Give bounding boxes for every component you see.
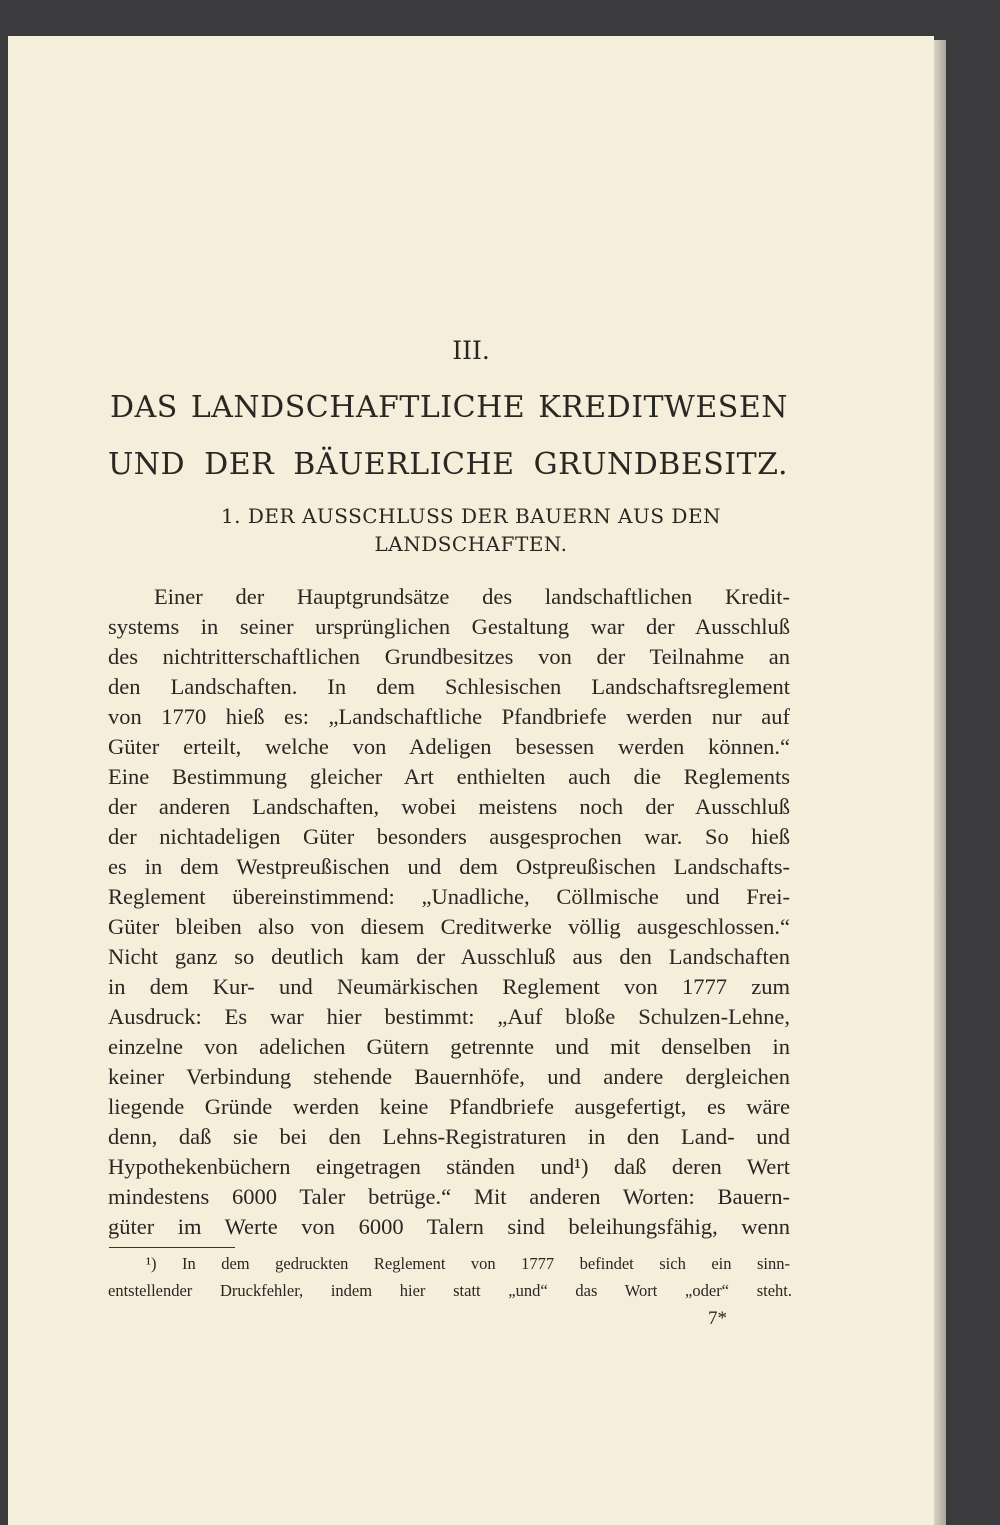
body-line: liegende Gründe werden keine Pfandbriefe ausgefertigt, es wäre <box>108 1094 790 1119</box>
chapter-title-line-1: DAS LANDSCHAFTLICHE KREDITWESEN <box>110 390 788 425</box>
body-line: von 1770 hieß es: „Landschaftliche Pfandbriefe werden nur auf <box>108 704 790 729</box>
body-line: den Landschaften. In dem Schlesischen Landschaftsreglement <box>108 674 790 699</box>
body-line: Güter bleiben also von diesem Creditwerke völlig ausgeschlossen.“ <box>108 914 790 939</box>
chapter-number: III. <box>452 336 490 365</box>
signature-mark: 7* <box>708 1308 727 1329</box>
body-line: Eine Bestimmung gleicher Art enthielten auch die Reglements <box>108 764 790 789</box>
body-line: des nichtritterschaftlichen Grundbesitzes von der Teilnahme an <box>108 644 790 669</box>
body-line: Ausdruck: Es war hier bestimmt: „Auf bloße Schulzen-Lehne, <box>108 1004 790 1029</box>
chapter-title-line-2: UND DER BÄUERLICHE GRUNDBESITZ. <box>108 447 788 482</box>
page-edges <box>934 40 946 1525</box>
footnote-divider <box>109 1247 235 1248</box>
body-line: Reglement übereinstimmend: „Unadliche, Cöllmische und Frei- <box>108 884 790 909</box>
body-line: in dem Kur- und Neumärkischen Reglement von 1777 zum <box>108 974 790 999</box>
body-line: Güter erteilt, welche von Adeligen besessen werden können.“ <box>108 734 790 759</box>
footnote-line-2: entstellender Druckfehler, indem hier statt „und“ das Wort „oder“ steht. <box>108 1281 792 1300</box>
body-line: es in dem Westpreußischen und dem Ostpreußischen Landschafts- <box>108 854 790 879</box>
body-line: einzelne von adelichen Gütern getrennte und mit denselben in <box>108 1034 790 1059</box>
body-line: systems in seiner ursprünglichen Gestaltung war der Ausschluß <box>108 614 790 639</box>
body-line: der anderen Landschaften, wobei meistens noch der Ausschluß <box>108 794 790 819</box>
body-line: Hypothekenbüchern eingetragen ständen und¹) daß deren Wert <box>108 1154 790 1179</box>
body-line: denn, daß sie bei den Lehns-Registraturen in den Land- und <box>108 1124 790 1149</box>
body-line: Einer der Hauptgrundsätze des landschaftlichen Kredit- <box>154 584 790 609</box>
body-line: der nichtadeligen Güter besonders ausgesprochen war. So hieß <box>108 824 790 849</box>
body-line: keiner Verbindung stehende Bauernhöfe, und andere dergleichen <box>108 1064 790 1089</box>
body-line: güter im Werte von 6000 Talern sind beleihungsfähig, wenn <box>108 1214 790 1239</box>
footnote-line-1: ¹) In dem gedruckten Reglement von 1777 befindet sich ein sinn- <box>146 1254 790 1273</box>
body-line: Nicht ganz so deutlich kam der Ausschluß aus den Landschaften <box>108 944 790 969</box>
book-page <box>8 36 934 1525</box>
section-heading-line-2: LANDSCHAFTEN. <box>374 532 568 556</box>
section-heading-line-1: 1. DER AUSSCHLUSS DER BAUERN AUS DEN <box>220 504 722 528</box>
body-line: mindestens 6000 Taler betrüge.“ Mit anderen Worten: Bauern- <box>108 1184 790 1209</box>
